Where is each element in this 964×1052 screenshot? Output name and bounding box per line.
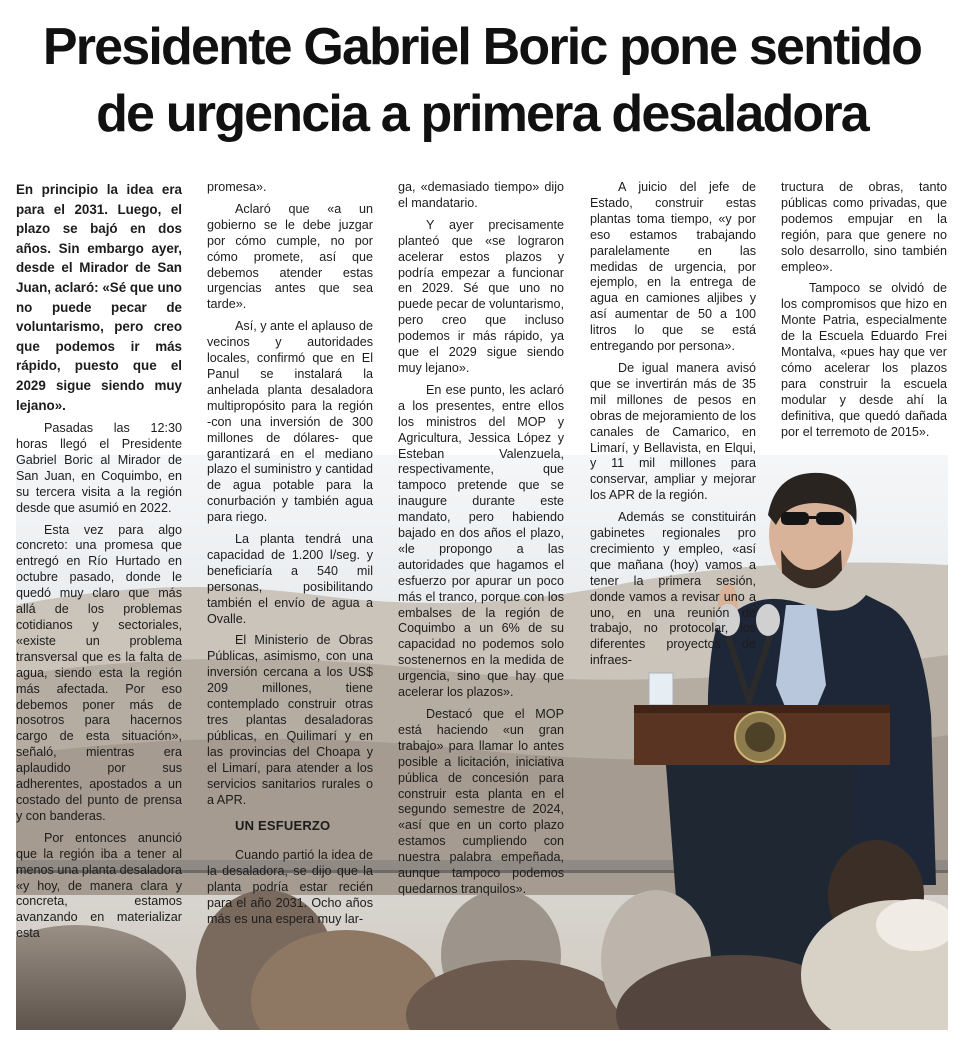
paragraph: Aclaró que «a un gobierno se le debe juzgar por cómo cumple, no por cómo promete, así que debemos atender estas urgencias antes que sea tarde». [207, 201, 373, 312]
paragraph: promesa». [207, 180, 267, 194]
paragraph: Tampoco se olvidó de los compromisos que hizo en Monte Patria, especialmente de la Escuela Eduardo Frei Montalva, «pues hay que ver cómo acelerar los plazos para construir la escuela modular y desde ahí la definitiva, que quedó dañada por el terremoto de 2015». [781, 281, 947, 439]
paragraph: A juicio del jefe de Estado, construir estas plantas toma tiempo, «y por eso estamos trabajando paralelamente en las medidas de urgencia, por ejemplo, en la entrega de agua en camiones aljibes y así aumentar de 50 a 100 litros lo que se está entregando por persona». [590, 180, 756, 354]
paragraph: Además se constituirán gabinetes regionales pro crecimiento y empleo, «así que mañana (hoy) vamos a tener la primera sesión, donde vamos a revisar uno a uno, en una reunión de trabajo, no protocolar, los diferentes proyectos de infraes- [590, 510, 756, 668]
paragraph: tructura de obras, tanto públicas como privadas, que podemos empujar en la región, para que genere no solo desarrollo, sino también empleo». [781, 180, 947, 274]
article-column-4 [590, 180, 756, 675]
paragraph: Cuando partió la idea de la desaladora, se dijo que la planta podría estar recién para el año 2031. Ocho años más es una espera muy lar- [207, 848, 373, 926]
headline-line-2: de urgencia a primera desaladora [96, 85, 868, 143]
paragraph: La planta tendrá una capacidad de 1.200 l/seg. y beneficiaría a 540 mil personas, posibilitando también el envío de agua a Ovalle. [207, 532, 373, 626]
article-column-5 [781, 180, 947, 447]
headline-line-1: Presidente Gabriel Boric pone sentido [42, 18, 922, 76]
headline [0, 14, 964, 148]
article-column-1 [16, 180, 182, 948]
article-lead: En principio la idea era para el 2031. Luego, el plazo se bajó en dos años. Sin embargo ayer, desde el Mirador de San Juan, aclaró: «Sé que uno no puede pecar de voluntarismo, pero creo que podemos ir más rápido, puesto que el 2029 sigue siendo muy lejano». [16, 182, 182, 413]
section-subhead: UN ESFUERZO [235, 818, 331, 834]
paragraph: El Ministerio de Obras Públicas, asimismo, con una inversión cercana a los US$ 209 millones, tiene contemplado construir otras tres plantas desaladoras públicas, en Quilimarí y en las provincias del Choapa y el Limarí, para atender a los servicios sanitarios rurales o a APR. [207, 633, 373, 807]
paragraph: En ese punto, les aclaró a los presentes, entre ellos los ministros del MOP y Agricultura, Jessica López y Esteban Valenzuela, respectivamente, que tampoco pretende que se inaugure durante este mandato, pero habiendo bajado en dos años el plazo, «le propongo a las autoridades que hagamos el esfuerzo por apurar un poco más el tranco, porque con los embalses de la región de Coquimbo a un 6% de su capacidad no podemos solo sostenernos en la medida de urgencia, sino que hay que acelerar los plazos». [398, 382, 564, 700]
paragraph: ga, «demasiado tiempo» dijo el mandatario. [398, 180, 564, 210]
paragraph: Así, y ante el aplauso de vecinos y autoridades locales, confirmó que en El Panul se instalará la anhelada planta desaladora multipropósito para la región -con una inversión de 300 millones de dólares- que garantizará en el mediano plazo el suministro y cantidad de agua potable para la conurbación y también agua para riego. [207, 319, 373, 525]
article-column-3 [398, 180, 564, 904]
article-column-2 [207, 180, 373, 934]
paragraph: Destacó que el MOP está haciendo «un gran trabajo» para llamar lo antes posible a licitación, iniciativa pública de concesión para construir esta planta en el segundo semestre de 2024, «así que en un corto plazo estamos cumpliendo con nuestra palabra empeñada, aunque tampoco podemos quedarnos tranquilos». [398, 707, 564, 896]
paragraph: Y ayer precisamente planteó que «se lograron acelerar estos plazos y podría empezar a funcionar en 2029. Sé que uno no puede pecar de voluntarismo, pero creo que incluso podemos ir más rápido, ya que el 2029 sigue siendo muy lejano». [398, 217, 564, 375]
paragraph: Esta vez para algo concreto: una promesa que entregó en Río Hurtado en octubre pasado, donde le quedó muy claro que más allá de los problemas cotidianos y sectoriales, «existe un problema transversal que es la falta de agua, siendo esta la región más afectada. Por eso debemos poner más de nosotros para hacernos cargo de esta situación», señaló, mientras era aplaudido por sus adherentes, apostados a un costado del punto de prensa y con banderas. [16, 522, 182, 823]
paragraph: De igual manera avisó que se invertirán más de 35 mil millones de pesos en obras de mejoramiento de los canales de Camarico, en Limarí, y Bellavista, en Elqui, y 11 mil millones para conservar, ampliar y mejorar los APR de la región. [590, 360, 756, 503]
paragraph: Por entonces anunció que la región iba a tener al menos una planta desaladora «y hoy, de manera clara y concreta, estamos avanzando en materializar esta [16, 830, 182, 941]
paragraph: Pasadas las 12:30 horas llegó el Presidente Gabriel Boric al Mirador de San Juan, en Coquimbo, en su tercera visita a la región desde que asumió en 2022. [16, 421, 182, 515]
